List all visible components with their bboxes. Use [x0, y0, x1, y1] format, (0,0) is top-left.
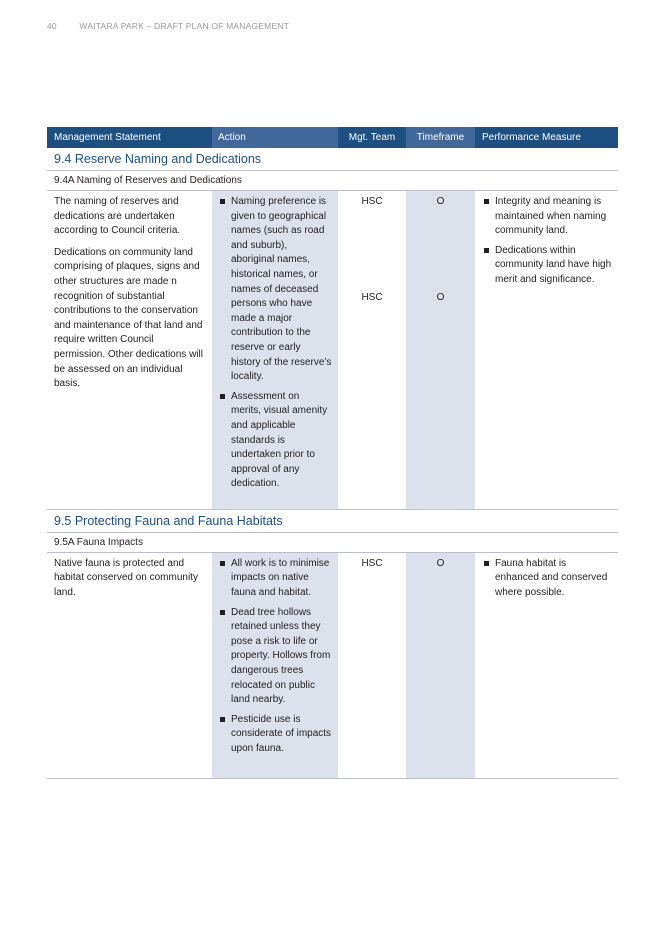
management-table	[47, 127, 618, 779]
table-row	[47, 553, 618, 779]
section-heading: 9.4 Reserve Naming and Dedications	[47, 148, 618, 171]
performance-measure-cell	[475, 553, 618, 778]
document-title: WAITARA PARK – DRAFT PLAN OF MANAGEMENT	[79, 21, 290, 31]
performance-item: Fauna habitat is enhanced and conserved where possible.	[482, 557, 612, 601]
action-item: Dead tree hollows retained unless they pose a risk to life or property. Hollows from dangerous trees relocated on public land nearby.	[218, 606, 332, 708]
section-subheading: 9.5A Fauna Impacts	[47, 533, 618, 553]
page-number: 40	[47, 21, 57, 31]
action-item: Pesticide use is considerate of impacts upon fauna.	[218, 713, 332, 757]
timeframe-cell	[406, 553, 475, 778]
section-subheading: 9.4A Naming of Reserves and Dedications	[47, 171, 618, 191]
column-header-performance-measure: Performance Measure	[482, 132, 581, 143]
mgt-team-value: HSC	[361, 557, 383, 569]
action-item: Assessment on merits, visual amenity and applicable standards is undertaken prior to approval of any dedication.	[218, 390, 332, 492]
statement-text: Dedications on community land comprising of plaques, signs and other structures are made n recognition of substantial contributions to the conservation and maintenance of that land and require written Council permission. Other dedications will be assessed on an individual basis.	[54, 246, 203, 390]
management-statement-cell	[47, 553, 212, 778]
action-item: All work is to minimise impacts on native fauna and habitat.	[218, 557, 332, 601]
statement-text: Native fauna is protected and habitat conserved on community land.	[54, 557, 198, 599]
column-header-timeframe: Timeframe	[406, 127, 475, 148]
performance-measure-cell	[475, 191, 618, 509]
statement-text: The naming of reserves and dedications are undertaken according to Council criteria.	[54, 196, 181, 237]
action-cell	[212, 553, 338, 778]
column-header-mgt-team: Mgt. Team	[348, 132, 396, 143]
action-cell	[212, 191, 338, 509]
timeframe-value: O	[436, 292, 445, 303]
column-header-management-statement: Management Statement	[54, 132, 161, 143]
action-item: Naming preference is given to geographical names (such as road and suburb), aboriginal names, historical names, or names of deceased persons who have made a major contribution to the reserve or early history of the reserve’s locality.	[218, 195, 332, 385]
timeframe-cell	[406, 191, 475, 509]
mgt-team-value: HSC	[361, 292, 383, 303]
table-row	[47, 191, 618, 510]
mgt-team-cell	[338, 191, 406, 509]
running-header	[47, 21, 289, 31]
timeframe-value: O	[436, 557, 445, 569]
mgt-team-cell	[338, 553, 406, 778]
performance-item: Integrity and meaning is maintained when naming community land.	[482, 195, 612, 239]
table-header-row	[47, 127, 618, 148]
timeframe-value: O	[436, 196, 445, 207]
mgt-team-value: HSC	[361, 196, 383, 207]
performance-item: Dedications within community land have high merit and significance.	[482, 244, 612, 288]
section-heading: 9.5 Protecting Fauna and Fauna Habitats	[47, 510, 618, 533]
column-header-action: Action	[212, 127, 338, 148]
management-statement-cell	[47, 191, 212, 509]
